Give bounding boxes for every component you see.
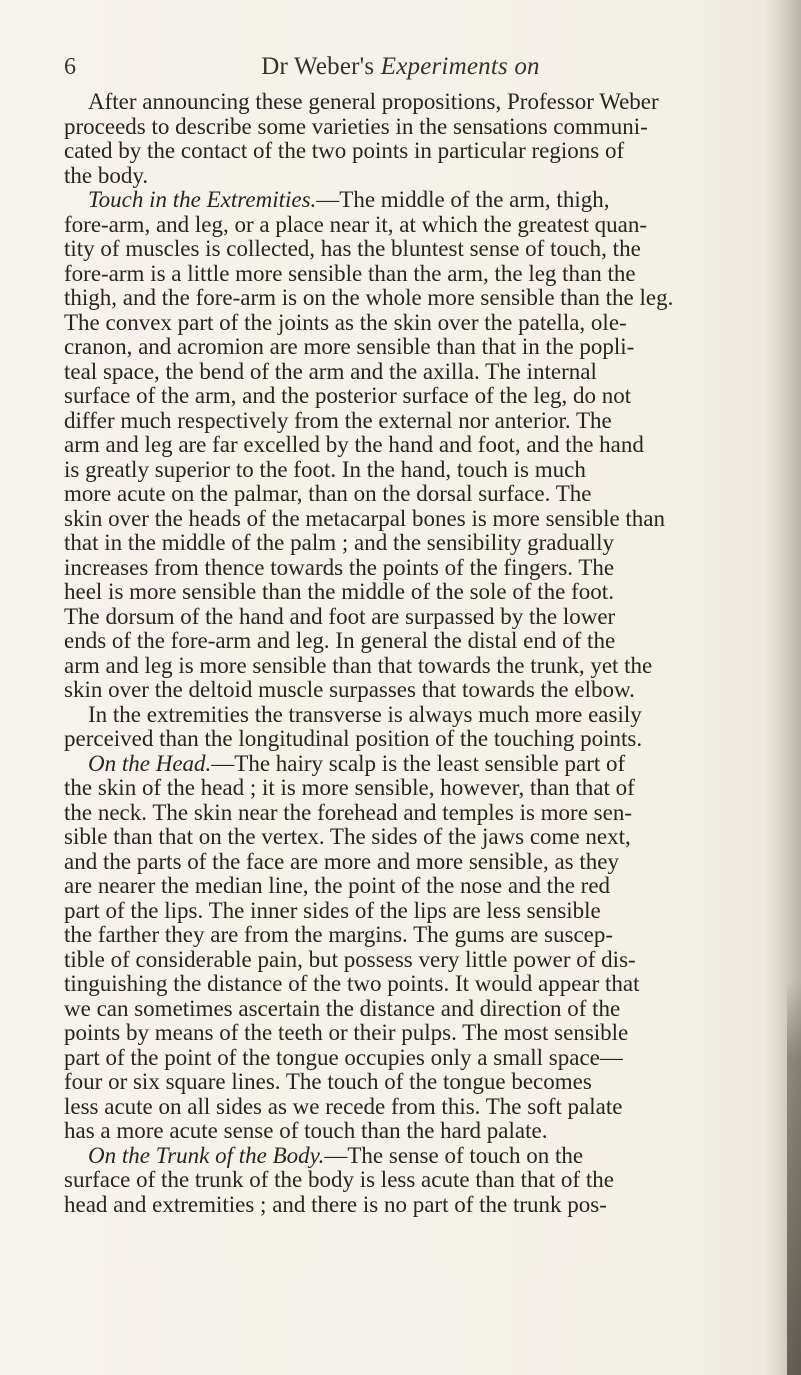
line-text: —The hairy scalp is the least sensible part of: [211, 751, 626, 776]
text-line: the farther they are from the margins. The gums are suscep-: [64, 923, 614, 947]
text-line: fore-arm is a little more sensible than the arm, the leg than the: [64, 261, 636, 286]
text-line: After announcing these general propositions, Professor Weber: [88, 90, 659, 114]
line-text: —The sense of touch on the: [324, 1143, 584, 1168]
text-line: cranon, and acromion are more sensible than that in the popli-: [64, 335, 635, 359]
text-line: skin over the heads of the metacarpal bones is more sensible than: [64, 506, 666, 531]
text-line: tible of considerable pain, but possess very little power of dis-: [64, 947, 636, 972]
running-title: [261, 50, 540, 84]
text-line: less acute on all sides as we recede from this. The soft palate: [64, 1094, 623, 1119]
text-line: skin over the deltoid muscle surpasses that towards the elbow.: [64, 678, 635, 702]
text-line: heel is more sensible than the middle of the sole of the foot.: [64, 580, 614, 604]
running-title-prefix: Dr Weber's: [261, 53, 375, 80]
text-line: more acute on the palmar, than on the dorsal surface. The: [64, 482, 592, 506]
text-line: is greatly superior to the foot. In the hand, touch is much: [64, 457, 586, 482]
text-line: points by means of the teeth or their pulps. The most sensible: [64, 1021, 629, 1045]
text-line: part of the point of the tongue occupies only a small space—: [64, 1045, 623, 1070]
text-line: are nearer the median line, the point of the nose and the red: [64, 874, 611, 898]
page-number: 6: [64, 54, 76, 80]
text-line: fore-arm, and leg, or a place near it, at which the greatest quan-: [64, 212, 648, 237]
section-heading: On the Trunk of the Body.: [88, 1143, 325, 1168]
text-line: [64, 1144, 750, 1169]
text-line: perceived than the longitudinal position of the touching points.: [64, 727, 643, 751]
page-header: [64, 50, 737, 84]
text-line: surface of the trunk of the body is less acute than that of the: [64, 1168, 614, 1192]
text-line: four or six square lines. The touch of the tongue becomes: [64, 1070, 592, 1094]
text-line: part of the lips. The inner sides of the lips are less sensible: [64, 898, 601, 923]
text-line: differ much respectively from the external nor anterior. The: [64, 408, 612, 433]
text-line: The convex part of the joints as the skin over the patella, ole-: [64, 310, 627, 335]
text-line: has a more acute sense of touch than the hard palate.: [64, 1119, 548, 1143]
text-line: that in the middle of the palm ; and the sensibility gradually: [64, 531, 614, 555]
text-line: ends of the fore-arm and leg. In general the distal end of the: [64, 629, 616, 653]
text-line: and the parts of the face are more and more sensible, as they: [64, 849, 619, 874]
section-heading: Touch in the Extremities.: [88, 188, 317, 212]
text-line: cated by the contact of the two points in particular regions of: [64, 139, 625, 163]
text-line: thigh, and the fore-arm is on the whole more sensible than the leg.: [64, 286, 674, 310]
text-line: the skin of the head ; it is more sensible, however, than that of: [64, 776, 635, 800]
text-line: we can sometimes ascertain the distance and direction of the: [64, 996, 621, 1021]
page-edge-dark: [787, 980, 801, 1375]
text-line: [64, 188, 750, 213]
text-line: teal space, the bend of the arm and the axilla. The internal: [64, 359, 597, 384]
text-line: the neck. The skin near the forehead and temples is more sen-: [64, 800, 632, 825]
body-text: [64, 90, 750, 1217]
text-line: arm and leg is more sensible than that towards the trunk, yet the: [64, 653, 653, 678]
text-line: tity of muscles is collected, has the bluntest sense of touch, the: [64, 237, 641, 261]
running-title-italic: Experiments on: [380, 53, 540, 80]
text-line: The dorsum of the hand and foot are surpassed by the lower: [64, 604, 616, 629]
text-line: In the extremities the transverse is always much more easily: [88, 702, 642, 727]
text-line: sible than that on the vertex. The sides of the jaws come next,: [64, 825, 631, 849]
text-line: tinguishing the distance of the two points. It would appear that: [64, 972, 640, 996]
section-heading: On the Head.: [88, 751, 212, 776]
text-line: surface of the arm, and the posterior surface of the leg, do not: [64, 384, 632, 408]
text-line: increases from thence towards the points of the fingers. The: [64, 555, 615, 580]
text-line: proceeds to describe some varieties in the sensations communi-: [64, 114, 648, 139]
text-line: head and extremities ; and there is no part of the trunk pos-: [64, 1192, 607, 1217]
text-line: arm and leg are far excelled by the hand and foot, and the hand: [64, 433, 644, 457]
line-text: —The middle of the arm, thigh,: [316, 188, 610, 212]
text-line: [64, 752, 750, 777]
text-line: the body.: [64, 163, 149, 188]
